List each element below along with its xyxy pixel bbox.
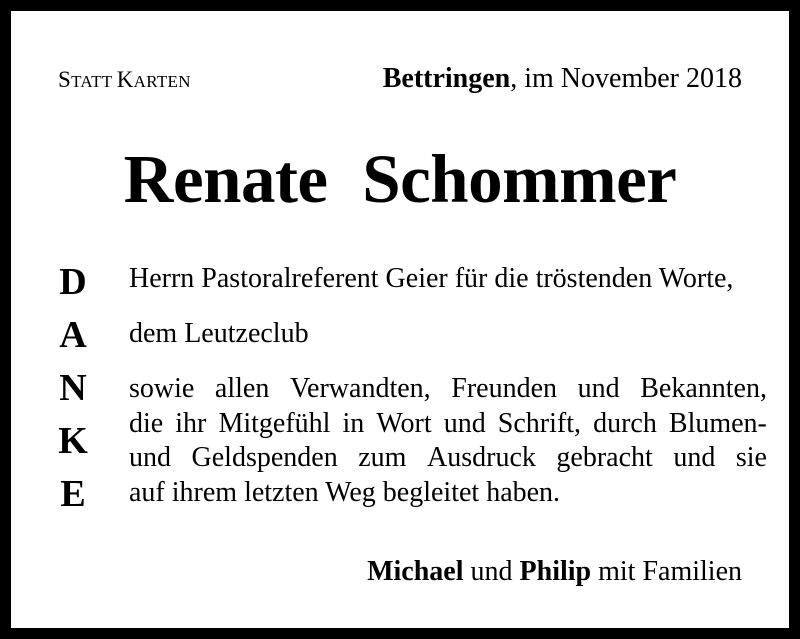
- thanks-paragraph: [129, 372, 767, 510]
- danke-vertical: [55, 261, 91, 526]
- danke-letter: K: [58, 420, 88, 462]
- header: [58, 63, 742, 99]
- signature-name-michael: Michael: [367, 556, 464, 587]
- signature-connector: und: [463, 556, 520, 587]
- paragraph-line: und Geldspenden zum Ausdruck gebracht und sie: [129, 442, 767, 473]
- thanks-line-pastor: Herrn Pastoralreferent Geier für die tröstenden Worte,: [129, 263, 734, 294]
- place-name: Bettringen: [382, 63, 511, 94]
- danke-letter: D: [59, 261, 87, 303]
- date-text: , im November 2018: [510, 63, 742, 94]
- danke-letter: A: [59, 314, 87, 356]
- signature-name-philip: Philip: [519, 556, 592, 587]
- place-date: [383, 63, 742, 95]
- thanks-line-club: dem Leutzeclub: [129, 318, 309, 349]
- signature-suffix: mit Familien: [591, 556, 742, 587]
- signature: [367, 556, 742, 588]
- statt-karten-label: STATT KARTEN: [58, 67, 191, 92]
- deceased-name: Renate Schommer: [123, 141, 677, 217]
- paragraph-line: sowie allen Verwandten, Freunden und Bekannten,: [129, 373, 767, 404]
- paragraph-line: die ihr Mitgefühl in Wort und Schrift, durch Blumen-: [129, 407, 767, 439]
- paragraph-line: auf ihrem letzten Weg begleitet haben.: [129, 476, 561, 508]
- danke-letter: N: [59, 367, 87, 409]
- danke-letter: E: [60, 473, 86, 515]
